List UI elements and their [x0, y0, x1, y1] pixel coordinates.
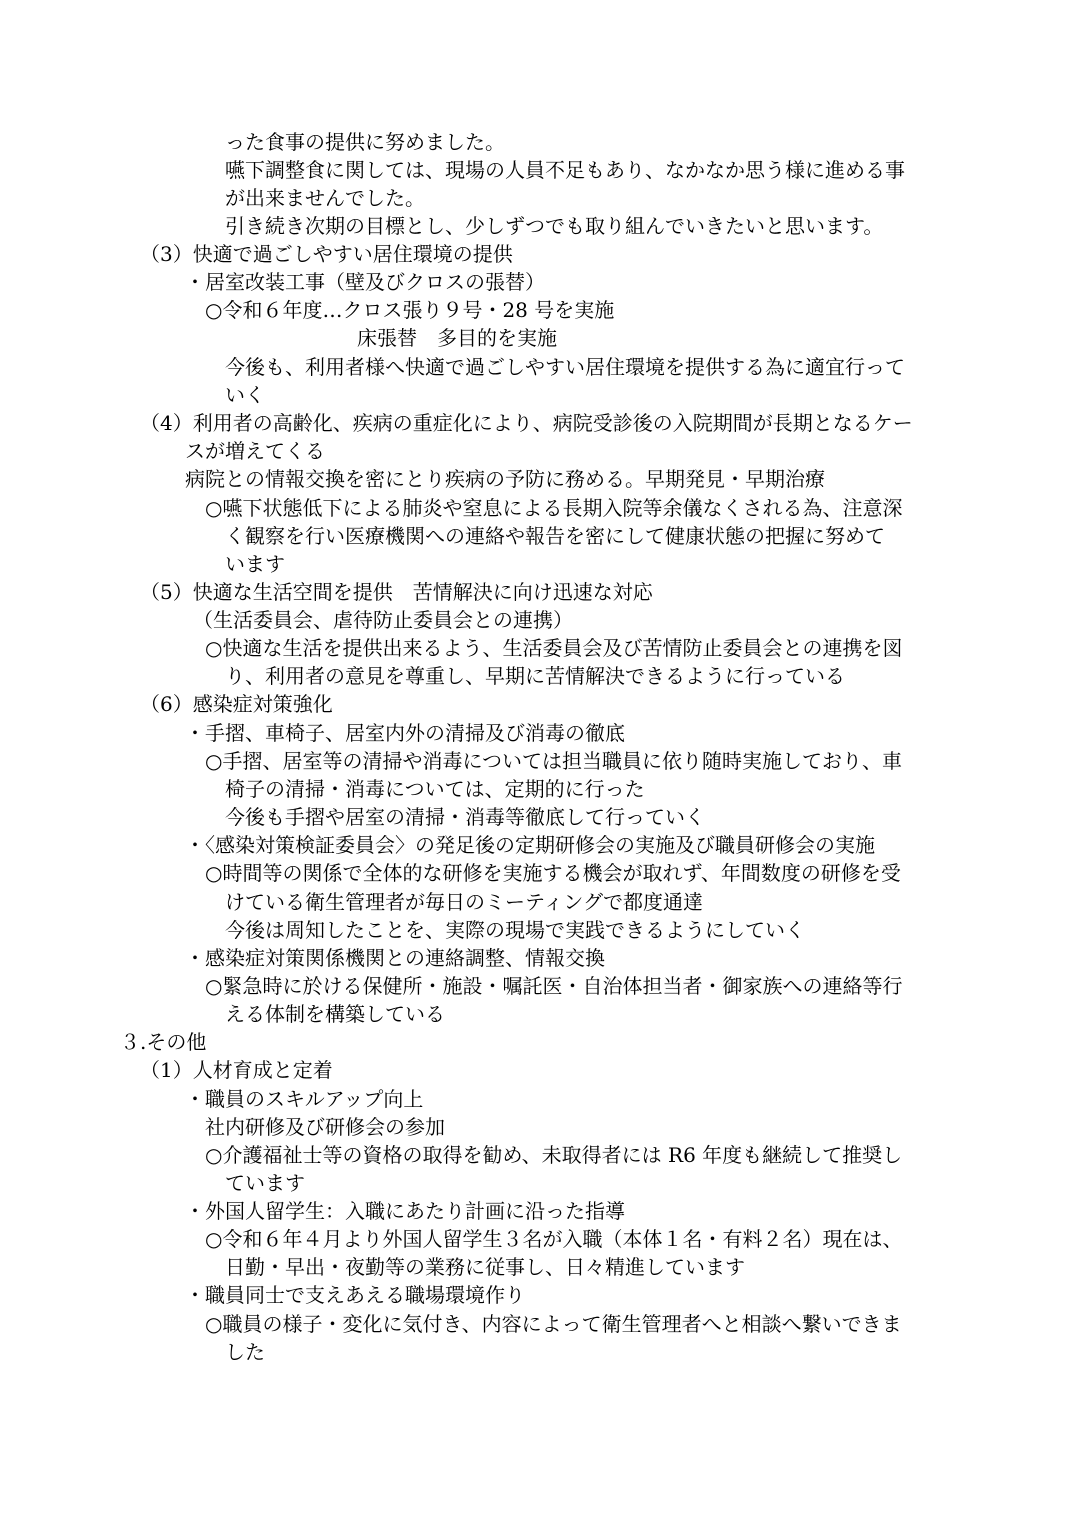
circle-item: ○令和６年度…クロス張り９号・28 号を実施 [205, 298, 615, 322]
text-line: 病院との情報交換を密にとり疾病の予防に務める。早期発見・早期治療 [185, 467, 825, 491]
text-line: スが増えてくる [185, 439, 325, 463]
text-line: える体制を構築している [225, 1002, 445, 1026]
text-line: 引き続き次期の目標とし、少しずつでも取り組んでいきたいと思います。 [225, 214, 884, 238]
text-line: 今後も手摺や居室の清掃・消毒等徹底して行っていく [225, 805, 705, 829]
text-line: （生活委員会、虐待防止委員会との連携） [193, 608, 573, 632]
circle-item: ○快適な生活を提供出来るよう、生活委員会及び苦情防止委員会との連携を図 [205, 636, 903, 660]
section-heading: （3）快適で過ごしやすい居住環境の提供 [140, 242, 513, 266]
text-line: 日勤・早出・夜勤等の業務に従事し、日々精進しています [225, 1255, 745, 1279]
text-line: 椅子の清掃・消毒については、定期的に行った [225, 777, 645, 801]
circle-item: ○嚥下状態低下による肺炎や窒息による長期入院等余儀なくされる為、注意深 [205, 496, 903, 520]
text-line: います [225, 552, 285, 576]
circle-item: ○時間等の関係で全体的な研修を実施する機会が取れず、年間数度の研修を受 [205, 861, 901, 885]
text-line: ています [225, 1171, 305, 1195]
bullet-item: ・〈感染対策検証委員会〉の発足後の定期研修会の実施及び職員研修会の実施 [185, 833, 875, 857]
text-line: 床張替 多目的を実施 [357, 326, 557, 350]
circle-item: ○介護福祉士等の資格の取得を勧め、未取得者には R6 年度も継続して推奨し [205, 1143, 903, 1167]
bullet-item: ・居室改装工事（壁及びクロスの張替） [185, 270, 545, 294]
section-heading: （4）利用者の高齢化、疾病の重症化により、病院受診後の入院期間が長期となるケー [140, 411, 913, 435]
section-heading: （1）人材育成と定着 [140, 1058, 333, 1082]
text-line: いく [225, 383, 265, 407]
bullet-item: ・手摺、車椅子、居室内外の清掃及び消毒の徹底 [185, 721, 625, 745]
circle-item: ○手摺、居室等の清掃や消毒については担当職員に依り随時実施しており、車 [205, 749, 903, 773]
circle-item: ○職員の様子・変化に気付き、内容によって衛生管理者へと相談へ繋いできま [205, 1312, 902, 1336]
section-heading: （5）快適な生活空間を提供 苦情解決に向け迅速な対応 [140, 580, 653, 604]
text-line: り、利用者の意見を尊重し、早期に苦情解決できるように行っている [225, 664, 845, 688]
text-line: 今後も、利用者様へ快適で過ごしやすい居住環境を提供する為に適宜行って [225, 355, 905, 379]
text-line: 社内研修及び研修会の参加 [205, 1115, 445, 1139]
text-line: けている衛生管理者が毎日のミーティングで都度通達 [225, 890, 703, 914]
text-line: 嚥下調整食に関しては、現場の人員不足もあり、なかなか思う様に進める事 [225, 158, 905, 182]
chapter-heading: ３.その他 [120, 1030, 207, 1054]
bullet-item: ・職員同士で支えあえる職場環境作り [185, 1283, 525, 1307]
text-line: 今後は周知したことを、実際の現場で実践できるようにしていく [225, 918, 805, 942]
text-line: が出来ませんでした。 [225, 186, 425, 210]
bullet-item: ・外国人留学生：入職にあたり計画に沿った指導 [185, 1199, 625, 1223]
text-line: した [225, 1340, 265, 1364]
bullet-item: ・感染症対策関係機関との連絡調整、情報交換 [185, 946, 605, 970]
section-heading: （6）感染症対策強化 [140, 692, 333, 716]
text-line: く観察を行い医療機関への連絡や報告を密にして健康状態の把握に努めて [225, 524, 885, 548]
bullet-item: ・職員のスキルアップ向上 [185, 1087, 424, 1111]
circle-item: ○緊急時に於ける保健所・施設・嘱託医・自治体担当者・御家族への連絡等行 [205, 974, 903, 998]
circle-item: ○令和６年４月より外国人留学生３名が入職（本体１名・有料２名）現在は、 [205, 1227, 903, 1251]
text-line: った食事の提供に努めました。 [225, 130, 505, 154]
